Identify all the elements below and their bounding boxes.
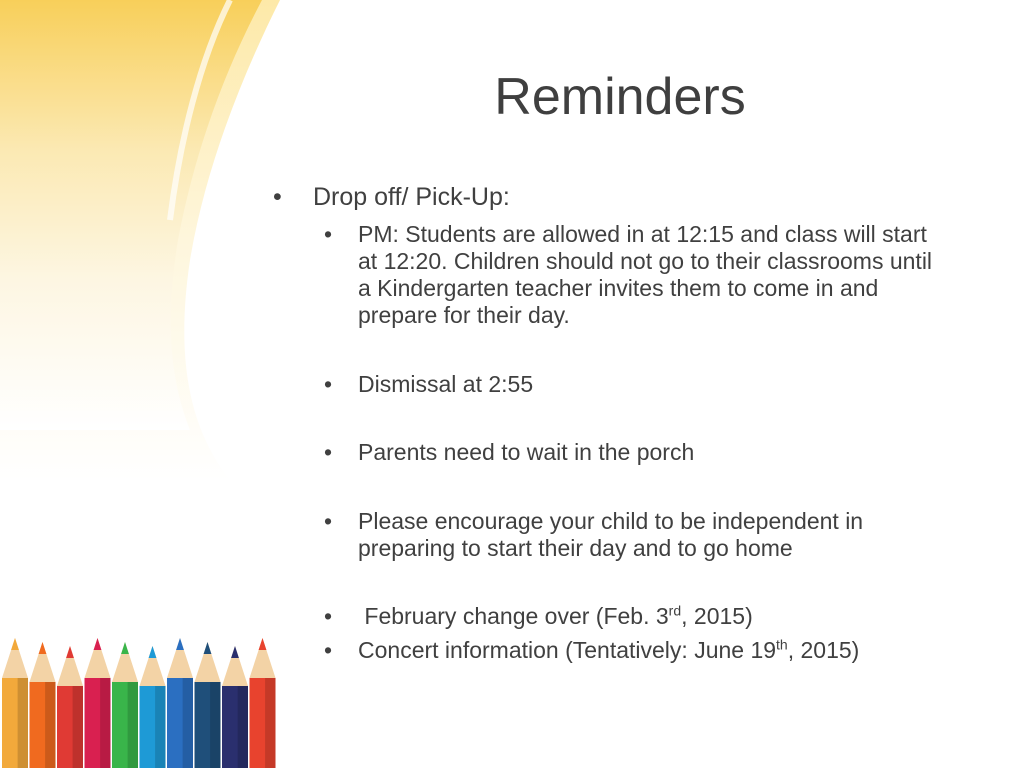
list-item-text: Parents need to wait in the porch [358,439,695,465]
superscript-text: th [776,636,788,653]
bullet-dot-icon: • [324,439,333,465]
bullet-dot-icon: • [324,603,333,629]
list-item-text-end: , 2015) [787,637,860,663]
bullet-text: Drop off/ Pick-Up: [313,183,510,211]
list-item-text [358,637,948,664]
bullet-dot-icon: • [273,183,282,211]
list-item-text-main: February change over (Feb. 3 [358,603,669,629]
list-item-text: Dismissal at 2:55 [358,371,534,397]
list-item-text-end: , 2015) [681,603,753,629]
list-item-text: PM: Students are allowed in at 12:15 and class will start at 12:20. Children should not go to their classrooms until a Kindergarten teacher invites them to come in and prepare for their day. [358,221,933,328]
superscript-text: rd [668,602,682,619]
list-item-text [358,603,948,630]
list-item [324,221,933,331]
slide-title: Reminders [494,68,746,126]
bullet-dot-icon: • [324,637,333,663]
bullet-dot-icon: • [324,221,333,247]
bullet-dot-icon: • [324,508,333,534]
bullet-dot-icon: • [324,371,333,397]
list-item-text-main: Concert information (Tentatively: June 19 [358,637,777,663]
list-item-text: Please encourage your child to be independent in preparing to start their day and to go home [358,508,864,561]
